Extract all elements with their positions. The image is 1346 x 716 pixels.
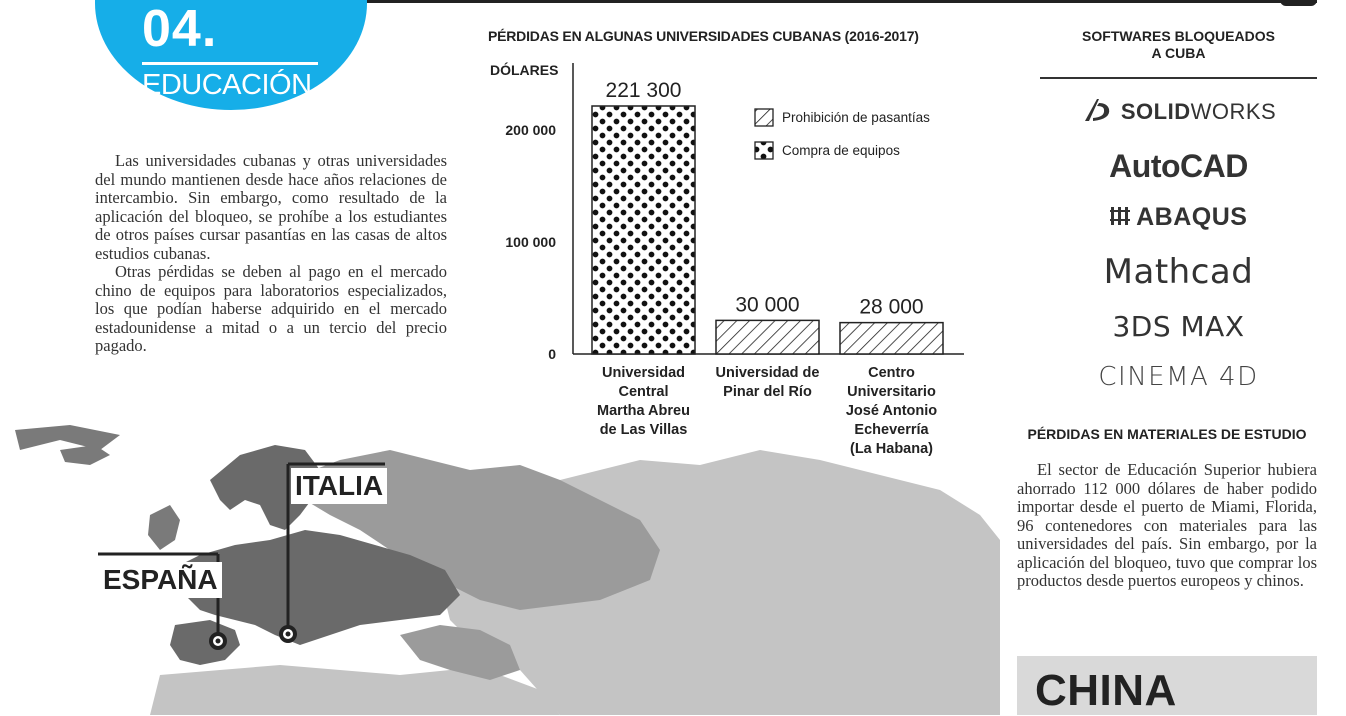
category-label-line: Pinar del Río xyxy=(723,384,812,400)
category-label-line: José Antonio xyxy=(845,403,938,419)
category-label-line: de Las Villas xyxy=(599,422,688,438)
italy-marker xyxy=(279,625,297,643)
spain-marker xyxy=(209,632,227,650)
cinema-4d-logo: CINEMA 4D xyxy=(1098,362,1259,392)
chart-title: PÉRDIDAS EN ALGUNAS UNIVERSIDADES CUBANAS (2016-2017) xyxy=(488,28,919,44)
y-axis-label: DÓLARES xyxy=(490,62,559,78)
bar-value-label-0: 221 300 xyxy=(605,79,682,102)
map-iberia xyxy=(170,620,240,665)
section-badge-rule xyxy=(142,62,318,65)
autocad-logo: AutoCAD xyxy=(1109,148,1248,184)
category-label-line: Martha Abreu xyxy=(597,403,690,419)
category-label-line: Central xyxy=(618,384,669,400)
solidworks-ds-icon xyxy=(1081,95,1115,125)
abaqus-text: ABAQUS xyxy=(1136,203,1248,231)
category-label-line: Universidad de xyxy=(715,365,820,381)
materials-paragraph: El sector de Educación Superior hubiera ahorrado 112 000 dólares de haber podido importar desde el puerto de Miami, Florida, 96 contenedores con materiales para las universidades del país. Sin embargo, por la aplicación del bloqueo, tuvo que comprar los productos desde puertos europeos y chinos. xyxy=(1017,460,1317,590)
abaqus-icon xyxy=(1110,205,1130,227)
top-rule xyxy=(300,0,1317,3)
intro-paragraph-2: Otras pérdidas se deben al pago en el mercado chino de equipos para laboratorios especializados, los que podían haberse adquirido en el mercado estadounidense a mitad o a un tercio del precio pagado. xyxy=(95,262,447,355)
software-title-line-1: SOFTWARES BLOQUEADOS xyxy=(1082,28,1275,44)
legend-label-0: Prohibición de pasantías xyxy=(782,110,930,125)
section-number: 04. xyxy=(142,0,218,58)
category-label-line: Universidad xyxy=(602,365,685,381)
materials-title: PÉRDIDAS EN MATERIALES DE ESTUDIO xyxy=(1027,426,1307,442)
mathcad-logo: Mathcad xyxy=(1103,252,1254,292)
abaqus-logo xyxy=(1040,203,1317,232)
software-title xyxy=(1040,28,1317,62)
section-title: EDUCACIÓN xyxy=(142,69,312,101)
intro-paragraph-1: Las universidades cubanas y otras universidades del mundo mantienen desde hace años relaciones de intercambio. Sin embargo, como resultado de la aplicación del bloqueo, se prohíbe a los estudiantes de otros países cursar pasantías en las casas de altos estudios cubanas. xyxy=(95,151,447,263)
intro-text xyxy=(95,152,447,356)
solidworks-bold-text: SOLID xyxy=(1120,99,1191,124)
page-corner-tab xyxy=(1280,0,1317,6)
y-tick-label-0: 0 xyxy=(548,346,556,362)
solidworks-rest-text: WORKS xyxy=(1190,99,1277,124)
y-tick-label-1: 100 000 xyxy=(505,233,556,250)
spain-label: ESPAÑA xyxy=(99,562,222,598)
china-section-title: CHINA xyxy=(1035,666,1177,715)
map-uk xyxy=(148,505,180,550)
3ds-max-logo: 3DS MAX xyxy=(1112,310,1245,343)
materials-text xyxy=(1017,461,1317,591)
bar-value-label-2: 28 000 xyxy=(859,295,924,319)
legend-swatch-0 xyxy=(755,109,773,126)
bar-chart xyxy=(480,55,980,365)
legend-swatch-1 xyxy=(755,142,773,159)
category-label-line: Centro xyxy=(868,365,915,381)
solidworks-logo xyxy=(1040,95,1317,125)
software-rule xyxy=(1040,77,1317,79)
category-label-line: (La Habana) xyxy=(850,441,933,457)
bar-0 xyxy=(592,106,695,354)
software-title-line-2: A CUBA xyxy=(1151,45,1206,61)
bar-1 xyxy=(716,320,819,354)
bar-value-label-1: 30 000 xyxy=(735,293,800,317)
bar-2 xyxy=(840,323,943,354)
legend-label-1: Compra de equipos xyxy=(782,143,900,158)
italy-label: ITALIA xyxy=(291,468,387,504)
map-greenland xyxy=(15,425,120,450)
category-label-line: Echeverría xyxy=(854,422,929,438)
category-label-line: Universitario xyxy=(847,384,936,400)
category-label-1 xyxy=(704,364,831,402)
y-tick-label-2: 200 000 xyxy=(505,121,556,138)
